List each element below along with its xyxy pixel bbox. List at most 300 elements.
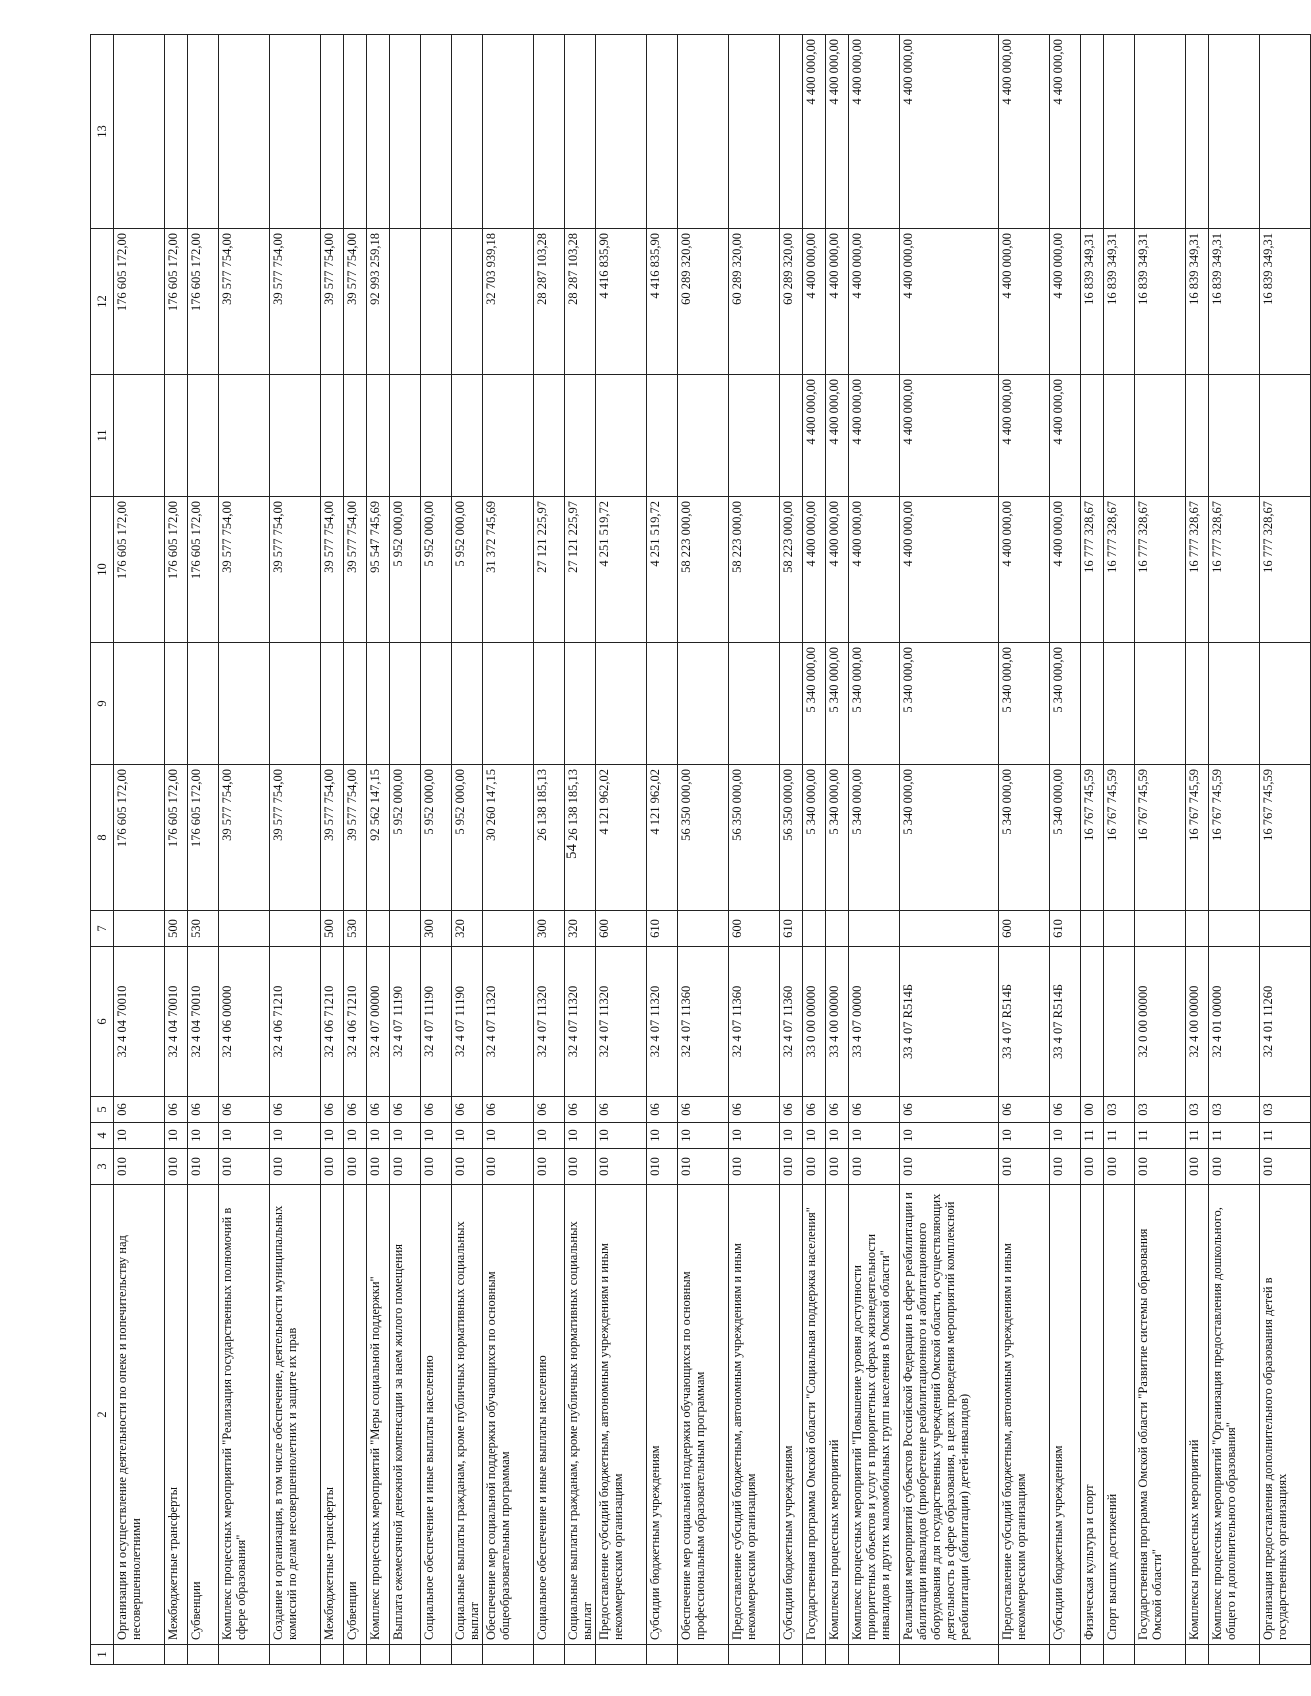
item-name: Межбюджетные трансферты xyxy=(321,1185,344,1645)
amount-col8: 56 350 000,00 xyxy=(678,765,729,911)
code-target-article: 32 4 07 11190 xyxy=(390,947,421,1097)
code-expense-type xyxy=(219,911,270,947)
code-section: 10 xyxy=(344,1123,367,1149)
table-row xyxy=(165,35,188,1665)
code-subsection: 06 xyxy=(596,1097,647,1123)
amount-col8: 5 340 000,00 xyxy=(900,765,999,911)
amount-col13 xyxy=(1209,35,1260,229)
code-target-article: 33 4 07 R514Б xyxy=(999,947,1050,1097)
code-subsection: 06 xyxy=(270,1097,321,1123)
amount-col8: 16 767 745,59 xyxy=(1104,765,1135,911)
amount-col9 xyxy=(270,643,321,765)
amount-col10: 16 777 328,67 xyxy=(1135,497,1186,643)
amount-col9 xyxy=(1209,643,1260,765)
amount-col13: 4 400 000,00 xyxy=(999,35,1050,229)
code-section: 11 xyxy=(1186,1123,1209,1149)
item-name: Комплекс процессных мероприятий "Меры социальной поддержки" xyxy=(367,1185,390,1645)
code-target-article: 32 4 06 00000 xyxy=(219,947,270,1097)
code-grbs: 010 xyxy=(900,1149,999,1185)
column-header-6: 6 xyxy=(91,947,114,1097)
amount-col10: 5 952 000,00 xyxy=(452,497,483,643)
code-subsection: 00 xyxy=(1081,1097,1104,1123)
amount-col12: 4 416 835,90 xyxy=(647,229,678,375)
amount-col8: 16 767 745,59 xyxy=(1135,765,1186,911)
code-expense-type: 610 xyxy=(780,911,803,947)
amount-col11 xyxy=(452,375,483,497)
page-number: 54 xyxy=(564,844,580,859)
amount-col9 xyxy=(1104,643,1135,765)
code-target-article: 33 4 00 00000 xyxy=(826,947,849,1097)
amount-col11: 4 400 000,00 xyxy=(900,375,999,497)
code-target-article: 32 4 07 11190 xyxy=(452,947,483,1097)
code-subsection: 06 xyxy=(999,1097,1050,1123)
code-grbs: 010 xyxy=(321,1149,344,1185)
amount-col12 xyxy=(452,229,483,375)
table-row xyxy=(452,35,483,1665)
row-number xyxy=(1135,1645,1186,1665)
code-expense-type xyxy=(1104,911,1135,947)
amount-col13 xyxy=(270,35,321,229)
amount-col12: 39 577 754,00 xyxy=(219,229,270,375)
code-subsection: 06 xyxy=(321,1097,344,1123)
amount-col13 xyxy=(1104,35,1135,229)
amount-col11 xyxy=(1186,375,1209,497)
code-subsection: 06 xyxy=(114,1097,165,1123)
code-grbs: 010 xyxy=(678,1149,729,1185)
code-grbs: 010 xyxy=(780,1149,803,1185)
amount-col11: 4 400 000,00 xyxy=(849,375,900,497)
code-grbs: 010 xyxy=(1209,1149,1260,1185)
code-expense-type xyxy=(270,911,321,947)
code-target-article: 32 4 07 11320 xyxy=(647,947,678,1097)
amount-col10: 27 121 225,97 xyxy=(534,497,565,643)
row-number xyxy=(219,1645,270,1665)
code-section: 10 xyxy=(534,1123,565,1149)
code-grbs: 010 xyxy=(803,1149,826,1185)
code-section: 10 xyxy=(390,1123,421,1149)
amount-col10: 16 777 328,67 xyxy=(1209,497,1260,643)
row-number xyxy=(1050,1645,1081,1665)
code-section: 10 xyxy=(219,1123,270,1149)
item-name: Социальное обеспечение и иные выплаты населению xyxy=(534,1185,565,1645)
amount-col9 xyxy=(1081,643,1104,765)
code-grbs: 010 xyxy=(565,1149,596,1185)
rotated-table-container xyxy=(90,35,1289,1665)
amount-col13 xyxy=(452,35,483,229)
amount-col13 xyxy=(1186,35,1209,229)
amount-col12: 176 605 172,00 xyxy=(114,229,165,375)
table-row xyxy=(1050,35,1081,1665)
code-section: 10 xyxy=(188,1123,219,1149)
amount-col10: 58 223 000,00 xyxy=(678,497,729,643)
code-section: 10 xyxy=(826,1123,849,1149)
amount-col10: 4 400 000,00 xyxy=(1050,497,1081,643)
code-target-article: 32 4 06 71210 xyxy=(344,947,367,1097)
amount-col11 xyxy=(188,375,219,497)
amount-col13 xyxy=(565,35,596,229)
code-target-article: 33 4 07 00000 xyxy=(849,947,900,1097)
amount-col10: 5 952 000,00 xyxy=(421,497,452,643)
amount-col12: 4 400 000,00 xyxy=(803,229,826,375)
code-subsection: 03 xyxy=(1186,1097,1209,1123)
row-number xyxy=(114,1645,165,1665)
amount-col8: 39 577 754,00 xyxy=(219,765,270,911)
amount-col10: 4 400 000,00 xyxy=(803,497,826,643)
code-section: 10 xyxy=(565,1123,596,1149)
table-body xyxy=(114,35,1311,1665)
code-subsection: 06 xyxy=(534,1097,565,1123)
amount-col8: 16 767 745,59 xyxy=(1186,765,1209,911)
row-number xyxy=(1209,1645,1260,1665)
code-grbs: 010 xyxy=(1050,1149,1081,1185)
code-section: 10 xyxy=(321,1123,344,1149)
amount-col13 xyxy=(534,35,565,229)
code-grbs: 010 xyxy=(1186,1149,1209,1185)
amount-col11: 4 400 000,00 xyxy=(826,375,849,497)
amount-col9 xyxy=(565,643,596,765)
amount-col9 xyxy=(452,643,483,765)
code-grbs: 010 xyxy=(344,1149,367,1185)
code-grbs: 010 xyxy=(1260,1149,1311,1185)
code-expense-type: 300 xyxy=(421,911,452,947)
code-target-article: 32 4 07 11320 xyxy=(596,947,647,1097)
row-number xyxy=(188,1645,219,1665)
code-section: 11 xyxy=(1209,1123,1260,1149)
row-number xyxy=(452,1645,483,1665)
code-subsection: 06 xyxy=(1050,1097,1081,1123)
amount-col8: 176 605 172,00 xyxy=(188,765,219,911)
code-section: 10 xyxy=(999,1123,1050,1149)
code-target-article: 33 4 07 R514Б xyxy=(900,947,999,1097)
row-number xyxy=(165,1645,188,1665)
amount-col13 xyxy=(1081,35,1104,229)
code-expense-type xyxy=(1081,911,1104,947)
code-section: 11 xyxy=(1081,1123,1104,1149)
amount-col8: 30 260 147,15 xyxy=(483,765,534,911)
table-row xyxy=(421,35,452,1665)
code-section: 10 xyxy=(647,1123,678,1149)
code-target-article: 32 0 00 00000 xyxy=(1135,947,1186,1097)
amount-col13 xyxy=(483,35,534,229)
code-target-article: 32 4 04 70010 xyxy=(114,947,165,1097)
table-row xyxy=(596,35,647,1665)
code-grbs: 010 xyxy=(1104,1149,1135,1185)
table-row xyxy=(1081,35,1104,1665)
amount-col12: 32 703 939,18 xyxy=(483,229,534,375)
item-name: Государственная программа Омской области "Развитие системы образования Омской области" xyxy=(1135,1185,1186,1645)
table-row xyxy=(1209,35,1260,1665)
code-grbs: 010 xyxy=(452,1149,483,1185)
amount-col11 xyxy=(729,375,780,497)
amount-col11 xyxy=(534,375,565,497)
item-name: Межбюджетные трансферты xyxy=(165,1185,188,1645)
code-grbs: 010 xyxy=(483,1149,534,1185)
code-grbs: 010 xyxy=(188,1149,219,1185)
amount-col12: 92 993 259,18 xyxy=(367,229,390,375)
amount-col8: 26 138 185,13 xyxy=(534,765,565,911)
code-target-article: 32 4 06 71210 xyxy=(270,947,321,1097)
amount-col9 xyxy=(1260,643,1311,765)
amount-col10: 176 605 172,00 xyxy=(114,497,165,643)
amount-col11: 4 400 000,00 xyxy=(1050,375,1081,497)
table-row xyxy=(729,35,780,1665)
code-subsection: 06 xyxy=(678,1097,729,1123)
item-name: Комплекс процессных мероприятий "Организация предоставления дошкольного, общего и дополнительного образования" xyxy=(1209,1185,1260,1645)
code-subsection: 06 xyxy=(165,1097,188,1123)
column-header-1: 1 xyxy=(91,1645,114,1665)
amount-col13 xyxy=(1260,35,1311,229)
column-header-5: 5 xyxy=(91,1097,114,1123)
item-name: Субвенции xyxy=(344,1185,367,1645)
amount-col10: 39 577 754,00 xyxy=(321,497,344,643)
amount-col12: 60 289 320,00 xyxy=(780,229,803,375)
code-target-article: 32 4 07 11320 xyxy=(565,947,596,1097)
code-subsection: 06 xyxy=(219,1097,270,1123)
code-expense-type xyxy=(826,911,849,947)
code-grbs: 010 xyxy=(534,1149,565,1185)
item-name: Социальные выплаты гражданам, кроме публичных нормативных социальных выплат xyxy=(452,1185,483,1645)
code-target-article: 32 4 01 00000 xyxy=(1209,947,1260,1097)
column-header-10: 10 xyxy=(91,497,114,643)
code-section: 10 xyxy=(367,1123,390,1149)
item-name: Выплата ежемесячной денежной компенсации за наем жилого помещения xyxy=(390,1185,421,1645)
amount-col11 xyxy=(270,375,321,497)
amount-col12: 60 289 320,00 xyxy=(678,229,729,375)
code-expense-type: 320 xyxy=(565,911,596,947)
amount-col10: 16 777 328,67 xyxy=(1081,497,1104,643)
code-section: 10 xyxy=(729,1123,780,1149)
item-name: Физическая культура и спорт xyxy=(1081,1185,1104,1645)
amount-col13 xyxy=(321,35,344,229)
code-subsection: 06 xyxy=(849,1097,900,1123)
column-header-11: 11 xyxy=(91,375,114,497)
amount-col10: 4 251 519,72 xyxy=(596,497,647,643)
table-row xyxy=(647,35,678,1665)
code-subsection: 03 xyxy=(1209,1097,1260,1123)
item-name: Спорт высших достижений xyxy=(1104,1185,1135,1645)
amount-col8: 56 350 000,00 xyxy=(780,765,803,911)
amount-col11 xyxy=(1260,375,1311,497)
amount-col8: 5 340 000,00 xyxy=(803,765,826,911)
column-header-4: 4 xyxy=(91,1123,114,1149)
code-subsection: 03 xyxy=(1260,1097,1311,1123)
amount-col10: 58 223 000,00 xyxy=(729,497,780,643)
code-grbs: 010 xyxy=(729,1149,780,1185)
amount-col12: 4 400 000,00 xyxy=(826,229,849,375)
table-row xyxy=(999,35,1050,1665)
code-expense-type xyxy=(390,911,421,947)
item-name: Субвенции xyxy=(188,1185,219,1645)
table-row xyxy=(565,35,596,1665)
code-subsection: 06 xyxy=(900,1097,999,1123)
code-expense-type: 600 xyxy=(999,911,1050,947)
amount-col12: 4 400 000,00 xyxy=(900,229,999,375)
amount-col9: 5 340 000,00 xyxy=(826,643,849,765)
item-name: Реализация мероприятий субъектов Российской Федерации в сфере реабилитации и абилитации инвалидов (приобретение реабилитационного и абилитационного оборудования для государственных учреждений Омской области, осуществляющих деятельность в сфере образования, в целях проведения мероприятий комплексной реабилитации (абилитации) детей-инвалидов) xyxy=(900,1185,999,1645)
code-grbs: 010 xyxy=(421,1149,452,1185)
item-name: Субсидии бюджетным учреждениям xyxy=(647,1185,678,1645)
code-grbs: 010 xyxy=(999,1149,1050,1185)
row-number xyxy=(344,1645,367,1665)
code-grbs: 010 xyxy=(1081,1149,1104,1185)
row-number xyxy=(270,1645,321,1665)
table-row xyxy=(270,35,321,1665)
amount-col12: 39 577 754,00 xyxy=(344,229,367,375)
code-target-article xyxy=(1081,947,1104,1097)
code-section: 10 xyxy=(678,1123,729,1149)
column-header-3: 3 xyxy=(91,1149,114,1185)
item-name: Предоставление субсидий бюджетным, автономным учреждениям и иным некоммерческим организациям xyxy=(999,1185,1050,1645)
amount-col9 xyxy=(678,643,729,765)
row-number xyxy=(1104,1645,1135,1665)
amount-col10: 95 547 745,69 xyxy=(367,497,390,643)
code-section: 11 xyxy=(1260,1123,1311,1149)
row-number xyxy=(534,1645,565,1665)
amount-col8: 5 340 000,00 xyxy=(849,765,900,911)
amount-col9 xyxy=(729,643,780,765)
code-grbs: 010 xyxy=(596,1149,647,1185)
code-target-article: 32 4 00 00000 xyxy=(1186,947,1209,1097)
table-row xyxy=(826,35,849,1665)
code-section: 10 xyxy=(900,1123,999,1149)
column-header-13: 13 xyxy=(91,35,114,229)
amount-col13 xyxy=(165,35,188,229)
amount-col10: 39 577 754,00 xyxy=(270,497,321,643)
amount-col11 xyxy=(421,375,452,497)
amount-col8: 176 605 172,00 xyxy=(114,765,165,911)
code-section: 10 xyxy=(452,1123,483,1149)
item-name: Социальное обеспечение и иные выплаты населению xyxy=(421,1185,452,1645)
amount-col11 xyxy=(596,375,647,497)
amount-col8: 5 340 000,00 xyxy=(1050,765,1081,911)
code-target-article: 32 4 01 11260 xyxy=(1260,947,1311,1097)
table-row xyxy=(678,35,729,1665)
amount-col9 xyxy=(596,643,647,765)
amount-col13: 4 400 000,00 xyxy=(803,35,826,229)
column-header-8: 8 xyxy=(91,765,114,911)
amount-col10: 5 952 000,00 xyxy=(390,497,421,643)
code-expense-type: 530 xyxy=(188,911,219,947)
item-name: Субсидии бюджетным учреждениям xyxy=(1050,1185,1081,1645)
code-expense-type: 500 xyxy=(165,911,188,947)
code-expense-type: 500 xyxy=(321,911,344,947)
amount-col13 xyxy=(647,35,678,229)
table-row xyxy=(219,35,270,1665)
column-header-2: 2 xyxy=(91,1185,114,1645)
row-number xyxy=(367,1645,390,1665)
table-header-row xyxy=(91,35,114,1665)
amount-col11 xyxy=(1135,375,1186,497)
row-number xyxy=(826,1645,849,1665)
row-number xyxy=(483,1645,534,1665)
row-number xyxy=(849,1645,900,1665)
amount-col9: 5 340 000,00 xyxy=(803,643,826,765)
table-row xyxy=(1186,35,1209,1665)
amount-col10: 176 605 172,00 xyxy=(188,497,219,643)
row-number xyxy=(1260,1645,1311,1665)
row-number xyxy=(729,1645,780,1665)
code-target-article: 32 4 07 11320 xyxy=(534,947,565,1097)
amount-col11: 4 400 000,00 xyxy=(999,375,1050,497)
code-subsection: 06 xyxy=(647,1097,678,1123)
item-name: Социальные выплаты гражданам, кроме публичных нормативных социальных выплат xyxy=(565,1185,596,1645)
table-row xyxy=(321,35,344,1665)
code-expense-type xyxy=(1135,911,1186,947)
amount-col12: 28 287 103,28 xyxy=(565,229,596,375)
code-grbs: 010 xyxy=(114,1149,165,1185)
code-expense-type xyxy=(849,911,900,947)
amount-col11 xyxy=(565,375,596,497)
item-name: Комплекс процессных мероприятий "Повышение уровня доступности приоритетных объектов и услуг в приоритетных сферах жизнедеятельности инвалидов и других маломобильных групп населения в Омской области" xyxy=(849,1185,900,1645)
code-grbs: 010 xyxy=(219,1149,270,1185)
amount-col9: 5 340 000,00 xyxy=(1050,643,1081,765)
code-section: 10 xyxy=(780,1123,803,1149)
code-target-article: 32 4 07 00000 xyxy=(367,947,390,1097)
amount-col12: 16 839 349,31 xyxy=(1260,229,1311,375)
table-row xyxy=(780,35,803,1665)
code-section: 10 xyxy=(596,1123,647,1149)
amount-col8: 16 767 745,59 xyxy=(1209,765,1260,911)
table-row xyxy=(1135,35,1186,1665)
amount-col13 xyxy=(780,35,803,229)
amount-col11 xyxy=(390,375,421,497)
amount-col10: 27 121 225,97 xyxy=(565,497,596,643)
code-grbs: 010 xyxy=(849,1149,900,1185)
code-target-article: 32 4 04 70010 xyxy=(165,947,188,1097)
amount-col11 xyxy=(1104,375,1135,497)
amount-col12: 4 416 835,90 xyxy=(596,229,647,375)
amount-col11 xyxy=(647,375,678,497)
amount-col9 xyxy=(219,643,270,765)
amount-col12: 16 839 349,31 xyxy=(1186,229,1209,375)
budget-table xyxy=(90,34,1311,1665)
code-section: 10 xyxy=(483,1123,534,1149)
amount-col10: 39 577 754,00 xyxy=(344,497,367,643)
row-number xyxy=(565,1645,596,1665)
row-number xyxy=(803,1645,826,1665)
amount-col10: 16 777 328,67 xyxy=(1186,497,1209,643)
amount-col12: 4 400 000,00 xyxy=(1050,229,1081,375)
amount-col13: 4 400 000,00 xyxy=(900,35,999,229)
amount-col13 xyxy=(188,35,219,229)
table-row xyxy=(534,35,565,1665)
code-target-article: 32 4 07 11360 xyxy=(729,947,780,1097)
amount-col9 xyxy=(165,643,188,765)
item-name: Комплексы процессных мероприятий xyxy=(826,1185,849,1645)
amount-col12: 16 839 349,31 xyxy=(1104,229,1135,375)
code-target-article: 32 4 07 11190 xyxy=(421,947,452,1097)
code-expense-type: 600 xyxy=(596,911,647,947)
amount-col8: 39 577 754,00 xyxy=(270,765,321,911)
code-target-article: 32 4 07 11360 xyxy=(780,947,803,1097)
row-number xyxy=(421,1645,452,1665)
amount-col10: 4 400 000,00 xyxy=(900,497,999,643)
table-row xyxy=(367,35,390,1665)
amount-col9 xyxy=(421,643,452,765)
amount-col12: 39 577 754,00 xyxy=(270,229,321,375)
code-subsection: 06 xyxy=(826,1097,849,1123)
amount-col8: 39 577 754,00 xyxy=(321,765,344,911)
amount-col10: 16 777 328,67 xyxy=(1260,497,1311,643)
amount-col8: 26 138 185,13 xyxy=(565,765,596,911)
amount-col8: 5 340 000,00 xyxy=(999,765,1050,911)
amount-col11 xyxy=(678,375,729,497)
amount-col9 xyxy=(188,643,219,765)
amount-col8: 4 121 962,02 xyxy=(647,765,678,911)
code-expense-type xyxy=(483,911,534,947)
amount-col13 xyxy=(1135,35,1186,229)
amount-col8: 5 340 000,00 xyxy=(826,765,849,911)
